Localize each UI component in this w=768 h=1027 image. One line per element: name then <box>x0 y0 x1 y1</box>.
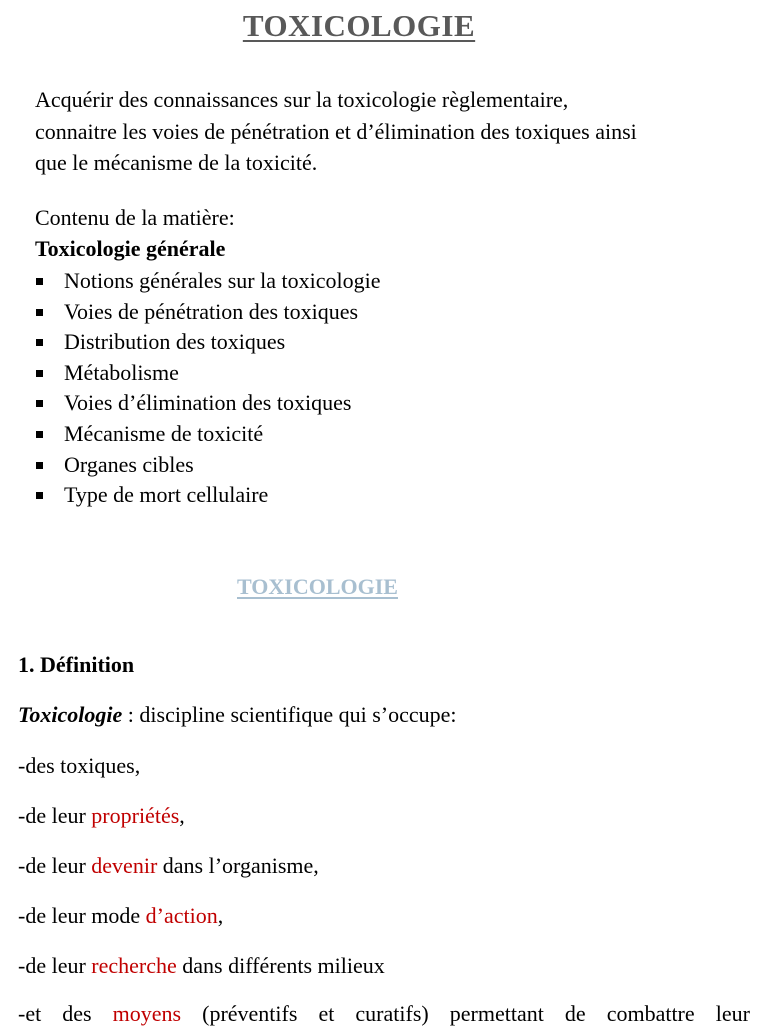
line-text: -de leur mode <box>18 903 146 928</box>
list-item-text: Métabolisme <box>64 359 179 385</box>
section-title: Toxicologie générale <box>35 236 226 261</box>
list-item <box>35 297 380 328</box>
word: -et <box>18 1001 42 1026</box>
bullet-square-icon <box>36 400 43 407</box>
list-item-text: Type de mort cellulaire <box>64 482 269 508</box>
defined-term: Toxicologie <box>18 702 123 727</box>
list-item-text: Voies d’élimination des toxiques <box>64 390 352 416</box>
bullet-square-icon <box>36 339 43 346</box>
line-text: dans différents milieux <box>176 953 385 978</box>
definition-line-action <box>18 903 223 929</box>
bullet-square-icon <box>36 462 43 469</box>
document-title: TOXICOLOGIE <box>242 8 476 43</box>
objective-line: que le mécanisme de la toxicité. <box>35 150 318 175</box>
word: combattre <box>606 1001 695 1026</box>
bullet-square-icon <box>36 278 43 285</box>
highlight-devenir: devenir <box>91 853 158 878</box>
list-item-text: Mécanisme de toxicité <box>64 420 264 446</box>
list-item <box>35 327 380 358</box>
list-item-text: Distribution des toxiques <box>64 329 286 355</box>
word: et <box>318 1001 335 1026</box>
line-text: -de leur <box>18 803 92 828</box>
definition-line-proprietes <box>18 803 185 829</box>
bullet-square-icon <box>36 431 43 438</box>
definition-intro <box>18 702 457 728</box>
word: curatifs) <box>355 1001 429 1026</box>
word: permettant <box>449 1001 544 1026</box>
bullet-square-icon <box>36 492 43 499</box>
list-item-text: Organes cibles <box>64 451 194 477</box>
objective-line: connaitre les voies de pénétration et d’élimination des toxiques ainsi <box>35 118 637 144</box>
highlight-recherche: recherche <box>91 953 177 978</box>
definition-intro-text: : discipline scientifique qui s’occupe: <box>122 702 457 727</box>
definition-line-devenir <box>18 853 319 879</box>
line-text: -de leur <box>18 853 92 878</box>
line-text: , <box>179 803 185 828</box>
list-item-text: Notions générales sur la toxicologie <box>64 268 381 293</box>
objective-paragraph <box>35 84 637 179</box>
word: (préventifs <box>202 1001 298 1026</box>
word: leur <box>715 1001 750 1026</box>
line-text: dans l’organisme, <box>157 853 319 878</box>
definition-line-recherche <box>18 953 385 979</box>
definition-heading: 1. Définition <box>18 652 135 677</box>
list-item <box>35 266 380 297</box>
line-text: -de leur <box>18 953 92 978</box>
list-item <box>35 419 380 450</box>
line-text: , <box>217 903 224 928</box>
bullet-square-icon <box>36 309 43 316</box>
definition-line-toxiques: -des toxiques, <box>18 753 141 778</box>
highlight-proprietes: propriétés <box>91 803 180 828</box>
bullet-square-icon <box>36 370 43 377</box>
content-label: Contenu de la matière: <box>35 205 235 230</box>
objective-line: Acquérir des connaissances sur la toxicologie règlementaire, <box>35 87 569 112</box>
word: de <box>564 1001 586 1026</box>
definition-line-moyens <box>18 1001 750 1027</box>
word: des <box>62 1001 92 1026</box>
highlight-moyens: moyens <box>112 1001 182 1026</box>
topic-list <box>35 266 380 511</box>
list-item <box>35 450 380 481</box>
list-item <box>35 388 380 419</box>
secondary-title: TOXICOLOGIE <box>237 574 398 599</box>
list-item <box>35 358 380 389</box>
highlight-action: d’action <box>145 903 218 928</box>
list-item <box>35 480 380 511</box>
list-item-text: Voies de pénétration des toxiques <box>64 298 359 324</box>
